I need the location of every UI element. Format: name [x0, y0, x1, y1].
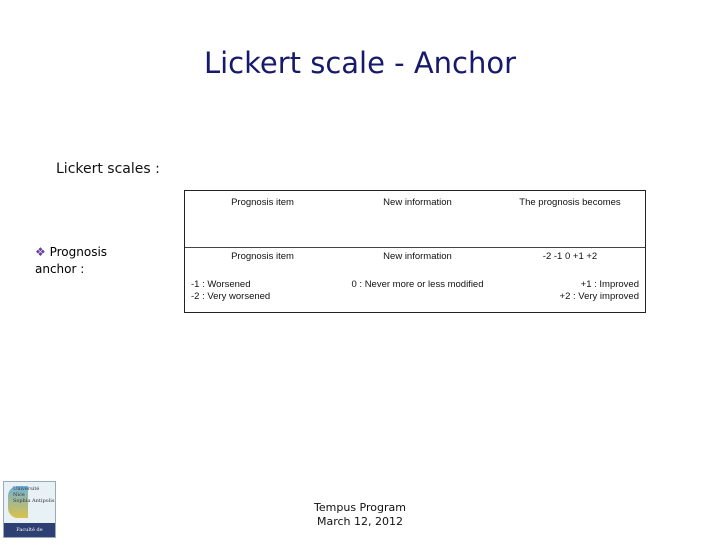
cell-r3-right	[495, 279, 639, 303]
cell-r1-c3: The prognosis becomes	[519, 197, 621, 208]
university-logo	[3, 481, 56, 547]
scale-table	[184, 190, 646, 313]
table-divider	[185, 247, 645, 248]
anchor-label-text: Prognosis anchor :	[35, 245, 108, 276]
cell-r1-c1: Prognosis item	[231, 197, 294, 208]
improved-label: +1 : Improved	[580, 279, 639, 290]
footer-program: Tempus Program	[314, 501, 406, 514]
very-improved-label: +2 : Very improved	[559, 291, 639, 302]
very-worsened-label: -2 : Very worsened	[191, 291, 271, 302]
diamond-bullet-icon: ❖	[35, 245, 46, 259]
slide-title: Lickert scale - Anchor	[203, 46, 517, 80]
cell-r2-c3: -2 -1 0 +1 +2	[542, 251, 598, 262]
cell-r1-c2: New information	[383, 197, 452, 208]
cell-r2-c2: New information	[383, 251, 452, 262]
section-subtitle: Lickert scales :	[56, 161, 160, 177]
logo-faculty: Faculté de Médecine	[4, 523, 55, 537]
anchor-label	[35, 244, 135, 278]
cell-r3-left	[191, 279, 341, 303]
footer	[260, 501, 460, 529]
logo-text: Université Nice Sophia Antipolis	[13, 486, 55, 504]
cell-r2-c1: Prognosis item	[231, 251, 294, 262]
footer-date: March 12, 2012	[316, 515, 403, 528]
cell-r3-middle: 0 : Never more or less modified	[351, 279, 484, 290]
worsened-label: -1 : Worsened	[191, 279, 251, 290]
